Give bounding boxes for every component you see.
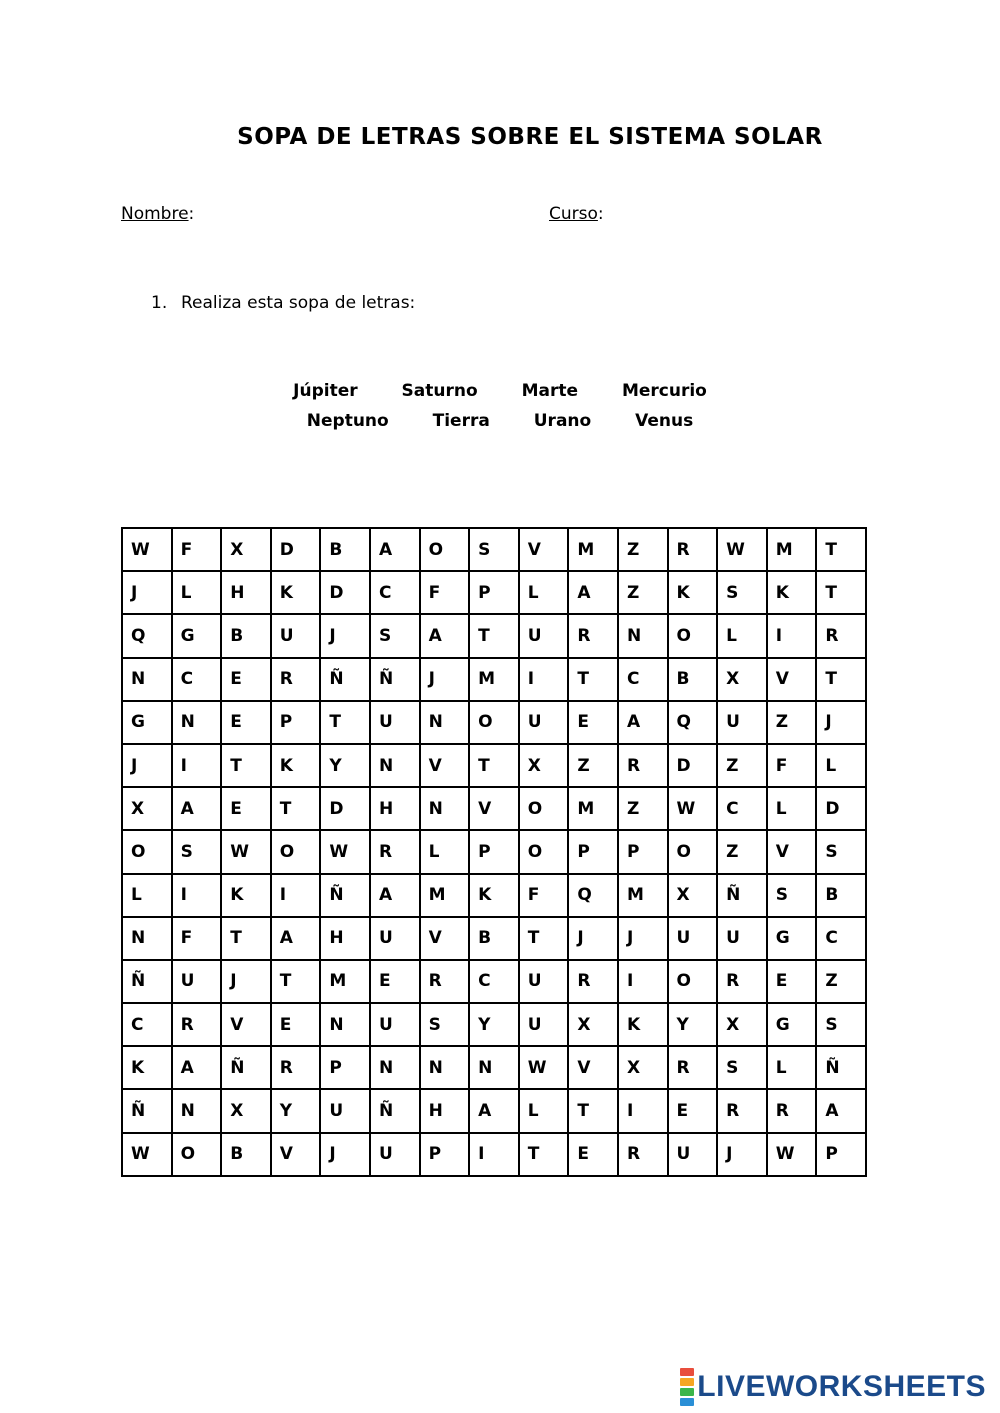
grid-cell[interactable]: S (469, 528, 519, 571)
instruction-number: 1. (151, 293, 168, 313)
grid-cell[interactable]: S (420, 1003, 470, 1046)
grid-cell[interactable]: C (122, 1003, 172, 1046)
grid-cell[interactable]: Z (618, 787, 668, 830)
grid-cell[interactable]: E (221, 658, 271, 701)
grid-cell[interactable]: U (519, 701, 569, 744)
grid-cell[interactable]: R (420, 960, 470, 1003)
grid-row (122, 830, 866, 873)
grid-cell[interactable]: Ñ (370, 1089, 420, 1132)
grid-cell[interactable]: F (172, 528, 222, 571)
grid-cell[interactable]: I (271, 874, 321, 917)
grid-cell[interactable]: H (370, 787, 420, 830)
word-list-row-1 (0, 381, 1000, 401)
grid-cell[interactable]: U (519, 960, 569, 1003)
grid-cell[interactable]: A (172, 787, 222, 830)
grid-cell[interactable]: Z (618, 571, 668, 614)
grid-cell[interactable]: C (717, 787, 767, 830)
grid-cell[interactable]: L (122, 874, 172, 917)
grid-cell[interactable]: Q (122, 614, 172, 657)
grid-cell[interactable]: R (767, 1089, 817, 1132)
grid-cell[interactable]: R (618, 744, 668, 787)
grid-row (122, 528, 866, 571)
grid-cell[interactable]: T (469, 744, 519, 787)
grid-row (122, 1003, 866, 1046)
grid-cell[interactable]: P (469, 830, 519, 873)
grid-cell[interactable]: O (668, 960, 718, 1003)
grid-cell[interactable]: I (469, 1133, 519, 1176)
course-label: Curso (549, 204, 598, 224)
grid-row (122, 614, 866, 657)
word-search-grid (121, 527, 867, 1177)
grid-cell[interactable]: S (717, 1046, 767, 1089)
grid-cell[interactable]: N (618, 614, 668, 657)
grid-cell[interactable]: M (568, 787, 618, 830)
word-item: Venus (635, 411, 694, 431)
grid-cell[interactable]: A (816, 1089, 866, 1132)
grid-cell[interactable]: J (122, 744, 172, 787)
grid-cell[interactable]: O (519, 787, 569, 830)
grid-cell[interactable]: Y (320, 744, 370, 787)
grid-cell[interactable]: T (271, 960, 321, 1003)
grid-cell[interactable]: E (271, 1003, 321, 1046)
grid-cell[interactable]: G (172, 614, 222, 657)
grid-cell[interactable]: J (717, 1133, 767, 1176)
grid-row (122, 701, 866, 744)
grid-row (122, 1089, 866, 1132)
grid-cell[interactable]: R (816, 614, 866, 657)
grid-cell[interactable]: A (172, 1046, 222, 1089)
grid-cell[interactable]: S (767, 874, 817, 917)
grid-cell[interactable]: W (122, 528, 172, 571)
grid-cell[interactable]: M (469, 658, 519, 701)
grid-cell[interactable]: B (469, 917, 519, 960)
grid-cell[interactable]: U (370, 701, 420, 744)
word-item: Urano (533, 411, 592, 431)
grid-cell[interactable]: N (420, 1046, 470, 1089)
grid-cell[interactable]: P (420, 1133, 470, 1176)
grid-cell[interactable]: Ñ (816, 1046, 866, 1089)
word-item: Saturno (401, 381, 478, 401)
grid-cell[interactable]: O (122, 830, 172, 873)
grid-cell[interactable]: J (568, 917, 618, 960)
grid-cell[interactable]: O (668, 830, 718, 873)
grid-cell[interactable]: W (767, 1133, 817, 1176)
grid-cell[interactable]: A (420, 614, 470, 657)
grid-cell[interactable]: D (320, 571, 370, 614)
grid-cell[interactable]: U (519, 1003, 569, 1046)
grid-cell[interactable]: K (221, 874, 271, 917)
grid-cell[interactable]: L (767, 1046, 817, 1089)
grid-cell[interactable]: N (172, 1089, 222, 1132)
word-list-row-2 (0, 411, 1000, 431)
grid-cell[interactable]: D (668, 744, 718, 787)
grid-cell[interactable]: X (221, 528, 271, 571)
grid-cell[interactable]: L (420, 830, 470, 873)
word-item: Neptuno (306, 411, 389, 431)
grid-cell[interactable]: C (172, 658, 222, 701)
course-colon: : (597, 204, 604, 224)
grid-cell[interactable]: I (618, 960, 668, 1003)
grid-cell[interactable]: Q (668, 701, 718, 744)
grid-cell[interactable]: C (469, 960, 519, 1003)
grid-cell[interactable]: R (568, 614, 618, 657)
grid-cell[interactable]: B (668, 658, 718, 701)
grid-cell[interactable]: A (370, 528, 420, 571)
grid-cell[interactable]: I (618, 1089, 668, 1132)
grid-cell[interactable]: Z (717, 744, 767, 787)
word-item: Mercurio (621, 381, 707, 401)
grid-cell[interactable]: J (816, 701, 866, 744)
grid-row (122, 874, 866, 917)
grid-cell[interactable]: T (320, 701, 370, 744)
grid-cell[interactable]: V (519, 528, 569, 571)
grid-cell[interactable]: K (618, 1003, 668, 1046)
grid-cell[interactable]: J (221, 960, 271, 1003)
grid-cell[interactable]: R (717, 960, 767, 1003)
grid-cell[interactable]: N (122, 917, 172, 960)
grid-row (122, 744, 866, 787)
grid-cell[interactable]: Ñ (320, 658, 370, 701)
grid-cell[interactable]: T (816, 528, 866, 571)
grid-cell[interactable]: Ñ (370, 658, 420, 701)
grid-cell[interactable]: E (221, 787, 271, 830)
grid-cell[interactable]: J (122, 571, 172, 614)
grid-cell[interactable]: E (668, 1089, 718, 1132)
grid-cell[interactable]: P (320, 1046, 370, 1089)
grid-cell[interactable]: J (320, 614, 370, 657)
grid-cell[interactable]: N (370, 744, 420, 787)
grid-cell[interactable]: N (172, 701, 222, 744)
grid-cell[interactable]: T (816, 658, 866, 701)
grid-cell[interactable]: S (717, 571, 767, 614)
grid-cell[interactable]: P (618, 830, 668, 873)
grid-cell[interactable]: D (816, 787, 866, 830)
grid-cell[interactable]: Z (717, 830, 767, 873)
grid-cell[interactable]: R (668, 528, 718, 571)
name-field (121, 204, 194, 224)
grid-cell[interactable]: X (668, 874, 718, 917)
grid-cell[interactable]: U (271, 614, 321, 657)
grid-cell[interactable]: I (519, 658, 569, 701)
grid-cell[interactable]: W (717, 528, 767, 571)
grid-row (122, 917, 866, 960)
grid-cell[interactable]: L (519, 571, 569, 614)
grid-cell[interactable]: N (420, 701, 470, 744)
grid-cell[interactable]: K (767, 571, 817, 614)
grid-cell[interactable]: Ñ (122, 1089, 172, 1132)
grid-cell[interactable]: Z (816, 960, 866, 1003)
grid-row (122, 658, 866, 701)
grid-cell[interactable]: Q (568, 874, 618, 917)
grid-cell[interactable]: R (668, 1046, 718, 1089)
word-item: Júpiter (293, 381, 358, 401)
grid-row (122, 787, 866, 830)
grid-cell[interactable]: H (420, 1089, 470, 1132)
brand-logo (680, 1370, 986, 1404)
grid-cell[interactable]: O (668, 614, 718, 657)
grid-cell[interactable]: I (767, 614, 817, 657)
grid-cell[interactable]: U (370, 1003, 420, 1046)
grid-cell[interactable]: G (122, 701, 172, 744)
grid-cell[interactable]: E (568, 701, 618, 744)
grid-cell[interactable]: V (767, 658, 817, 701)
grid-cell[interactable]: T (519, 917, 569, 960)
name-colon: : (188, 204, 195, 224)
grid-cell[interactable]: C (370, 571, 420, 614)
grid-cell[interactable]: Ñ (717, 874, 767, 917)
grid-cell[interactable]: P (816, 1133, 866, 1176)
grid-cell[interactable]: U (717, 701, 767, 744)
grid-cell[interactable]: S (370, 614, 420, 657)
grid-cell[interactable]: J (420, 658, 470, 701)
grid-cell[interactable]: U (668, 917, 718, 960)
grid-cell[interactable]: E (221, 701, 271, 744)
grid-cell[interactable]: K (271, 744, 321, 787)
grid-cell[interactable]: W (221, 830, 271, 873)
grid-cell[interactable]: X (568, 1003, 618, 1046)
grid-cell[interactable]: T (469, 614, 519, 657)
grid-cell[interactable]: K (668, 571, 718, 614)
grid-cell[interactable]: M (320, 960, 370, 1003)
grid-cell[interactable]: F (172, 917, 222, 960)
name-label: Nombre (121, 204, 189, 224)
grid-cell[interactable]: Y (469, 1003, 519, 1046)
course-field (549, 204, 604, 224)
grid-cell[interactable]: U (717, 917, 767, 960)
grid-cell[interactable]: S (172, 830, 222, 873)
grid-cell[interactable]: X (717, 1003, 767, 1046)
grid-cell[interactable]: C (816, 917, 866, 960)
grid-cell[interactable]: T (568, 1089, 618, 1132)
grid-cell[interactable]: O (519, 830, 569, 873)
grid-cell[interactable]: X (618, 1046, 668, 1089)
brand-mark-icon (680, 1367, 694, 1407)
grid-cell[interactable]: V (221, 1003, 271, 1046)
grid-row (122, 1133, 866, 1176)
grid-cell[interactable]: O (420, 528, 470, 571)
grid-cell[interactable]: K (469, 874, 519, 917)
grid-cell[interactable]: R (717, 1089, 767, 1132)
grid-cell[interactable]: E (568, 1133, 618, 1176)
grid-cell[interactable]: D (320, 787, 370, 830)
grid-cell[interactable]: J (320, 1133, 370, 1176)
brand-mark-bar (680, 1398, 694, 1406)
grid-cell[interactable]: O (271, 830, 321, 873)
grid-cell[interactable]: P (271, 701, 321, 744)
grid-cell[interactable]: L (767, 787, 817, 830)
grid-cell[interactable]: V (469, 787, 519, 830)
grid-cell[interactable]: Y (271, 1089, 321, 1132)
grid-cell[interactable]: U (519, 614, 569, 657)
grid-cell[interactable]: X (122, 787, 172, 830)
grid-cell[interactable]: G (767, 917, 817, 960)
grid-cell[interactable]: P (568, 830, 618, 873)
grid-cell[interactable]: N (320, 1003, 370, 1046)
grid-cell[interactable]: Ñ (122, 960, 172, 1003)
grid-cell[interactable]: U (172, 960, 222, 1003)
brand-name: LIVEWORKSHEETS (697, 1370, 986, 1403)
grid-cell[interactable]: O (469, 701, 519, 744)
grid-row (122, 571, 866, 614)
grid-cell[interactable]: M (420, 874, 470, 917)
grid-cell[interactable]: M (767, 528, 817, 571)
grid-cell[interactable]: L (172, 571, 222, 614)
grid-cell[interactable]: S (816, 1003, 866, 1046)
grid-cell[interactable]: V (568, 1046, 618, 1089)
grid-cell[interactable]: X (717, 658, 767, 701)
brand-mark-bar (680, 1368, 694, 1376)
grid-cell[interactable]: K (271, 571, 321, 614)
grid-cell[interactable]: V (271, 1133, 321, 1176)
grid-cell[interactable]: K (122, 1046, 172, 1089)
grid-cell[interactable]: A (568, 571, 618, 614)
page-title: SOPA DE LETRAS SOBRE EL SISTEMA SOLAR (237, 124, 823, 150)
grid-cell[interactable]: F (420, 571, 470, 614)
grid-cell[interactable]: F (767, 744, 817, 787)
grid-cell[interactable]: D (271, 528, 321, 571)
grid-cell[interactable]: H (320, 917, 370, 960)
grid-cell[interactable]: N (469, 1046, 519, 1089)
grid-cell[interactable]: B (221, 1133, 271, 1176)
grid-cell[interactable]: M (568, 528, 618, 571)
grid-cell[interactable]: R (370, 830, 420, 873)
grid-cell[interactable]: A (370, 874, 420, 917)
brand-mark-bar (680, 1378, 694, 1386)
grid-cell[interactable]: W (519, 1046, 569, 1089)
grid-cell[interactable]: E (370, 960, 420, 1003)
grid-cell[interactable]: Z (767, 701, 817, 744)
grid-cell[interactable]: Ñ (320, 874, 370, 917)
grid-cell[interactable]: F (519, 874, 569, 917)
grid-cell[interactable]: X (519, 744, 569, 787)
grid-cell[interactable]: V (767, 830, 817, 873)
grid-cell[interactable]: M (618, 874, 668, 917)
grid-cell[interactable]: A (618, 701, 668, 744)
grid-cell[interactable]: U (320, 1089, 370, 1132)
grid-cell[interactable]: U (370, 917, 420, 960)
grid-cell[interactable]: T (519, 1133, 569, 1176)
grid-cell[interactable]: Y (668, 1003, 718, 1046)
grid-cell[interactable]: T (221, 917, 271, 960)
brand-mark-bar (680, 1388, 694, 1396)
grid-cell[interactable]: E (767, 960, 817, 1003)
grid-cell[interactable]: R (172, 1003, 222, 1046)
grid-cell[interactable]: A (469, 1089, 519, 1132)
grid-cell[interactable]: Ñ (221, 1046, 271, 1089)
grid-cell[interactable]: U (370, 1133, 420, 1176)
word-item: Marte (521, 381, 579, 401)
grid-cell[interactable]: W (320, 830, 370, 873)
grid-cell[interactable]: I (172, 744, 222, 787)
grid-cell[interactable]: Z (618, 528, 668, 571)
grid-cell[interactable]: B (320, 528, 370, 571)
grid-cell[interactable]: R (271, 1046, 321, 1089)
grid-cell[interactable]: R (568, 960, 618, 1003)
grid-cell[interactable]: T (568, 658, 618, 701)
grid-cell[interactable]: L (519, 1089, 569, 1132)
grid-row (122, 1046, 866, 1089)
grid-cell[interactable]: G (767, 1003, 817, 1046)
grid-cell[interactable]: J (618, 917, 668, 960)
grid-cell[interactable]: X (221, 1089, 271, 1132)
grid-cell[interactable]: H (221, 571, 271, 614)
grid-cell[interactable]: N (122, 658, 172, 701)
grid-cell[interactable]: B (816, 874, 866, 917)
instruction-text: Realiza esta sopa de letras: (181, 293, 416, 313)
grid-cell[interactable]: S (816, 830, 866, 873)
grid-cell[interactable]: N (370, 1046, 420, 1089)
grid-cell[interactable]: T (816, 571, 866, 614)
grid-cell[interactable]: V (420, 917, 470, 960)
grid-cell[interactable]: Z (568, 744, 618, 787)
grid-cell[interactable]: L (816, 744, 866, 787)
grid-cell[interactable]: C (618, 658, 668, 701)
grid-cell[interactable]: R (618, 1133, 668, 1176)
grid-cell[interactable]: O (172, 1133, 222, 1176)
grid-cell[interactable]: A (271, 917, 321, 960)
grid-cell[interactable]: W (668, 787, 718, 830)
grid-cell[interactable]: B (221, 614, 271, 657)
grid-cell[interactable]: W (122, 1133, 172, 1176)
grid-cell[interactable]: T (271, 787, 321, 830)
grid-cell[interactable]: R (271, 658, 321, 701)
grid-cell[interactable]: V (420, 744, 470, 787)
grid-cell[interactable]: I (172, 874, 222, 917)
grid-row (122, 960, 866, 1003)
instruction (151, 293, 415, 313)
grid-cell[interactable]: U (668, 1133, 718, 1176)
grid-cell[interactable]: P (469, 571, 519, 614)
grid-cell[interactable]: T (221, 744, 271, 787)
word-item: Tierra (432, 411, 490, 431)
grid-cell[interactable]: N (420, 787, 470, 830)
grid-cell[interactable]: L (717, 614, 767, 657)
